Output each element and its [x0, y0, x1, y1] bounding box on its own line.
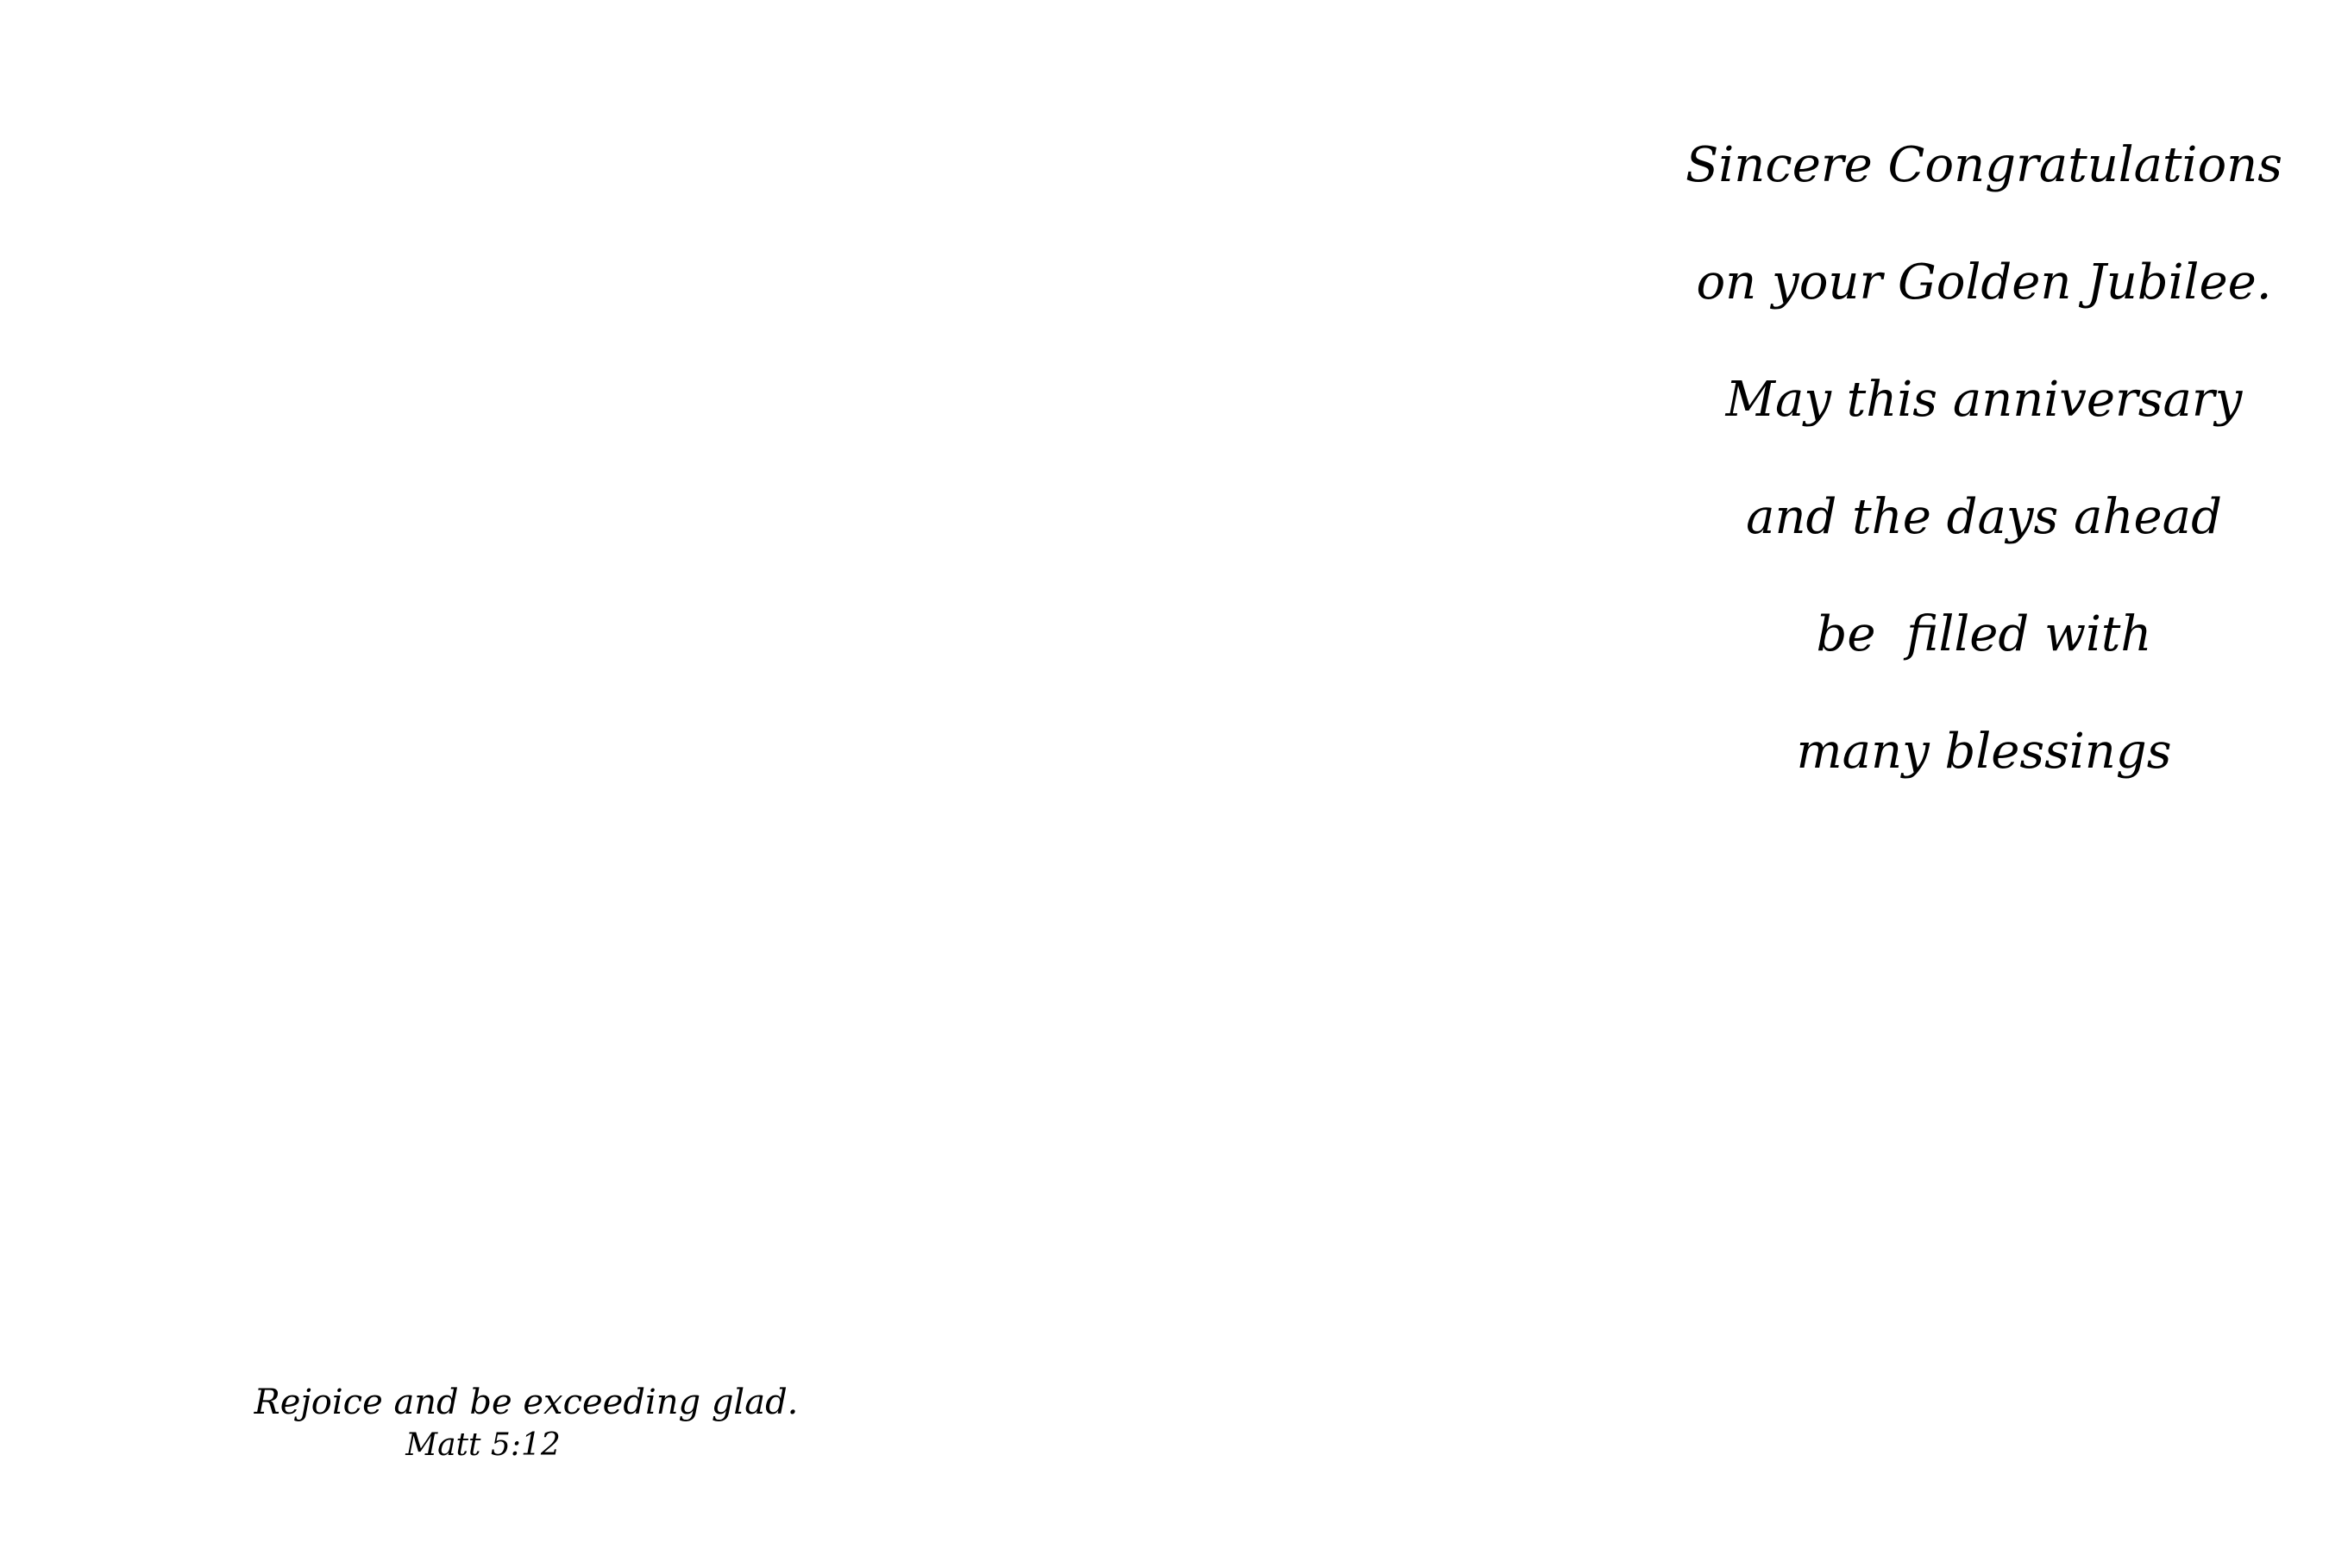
greeting-message: [1639, 121, 2329, 825]
greeting-line: on your Golden Jubilee.: [1696, 254, 2272, 310]
greeting-line: Sincere Congratulations: [1686, 137, 2282, 193]
right-panel: [1104, 0, 2282, 1568]
greeting-line: May this anniversary: [1725, 372, 2243, 428]
verse-text: Rejoice and be exceeding glad.: [254, 1383, 799, 1422]
verse-reference: Matt 5:12: [405, 1427, 561, 1463]
greeting-line: and the days ahead: [1746, 489, 2222, 545]
left-panel: [0, 0, 1104, 1568]
scripture-verse: [216, 1380, 837, 1466]
greeting-line: be filled with: [1816, 606, 2152, 662]
greeting-line: many blessings: [1796, 724, 2172, 780]
